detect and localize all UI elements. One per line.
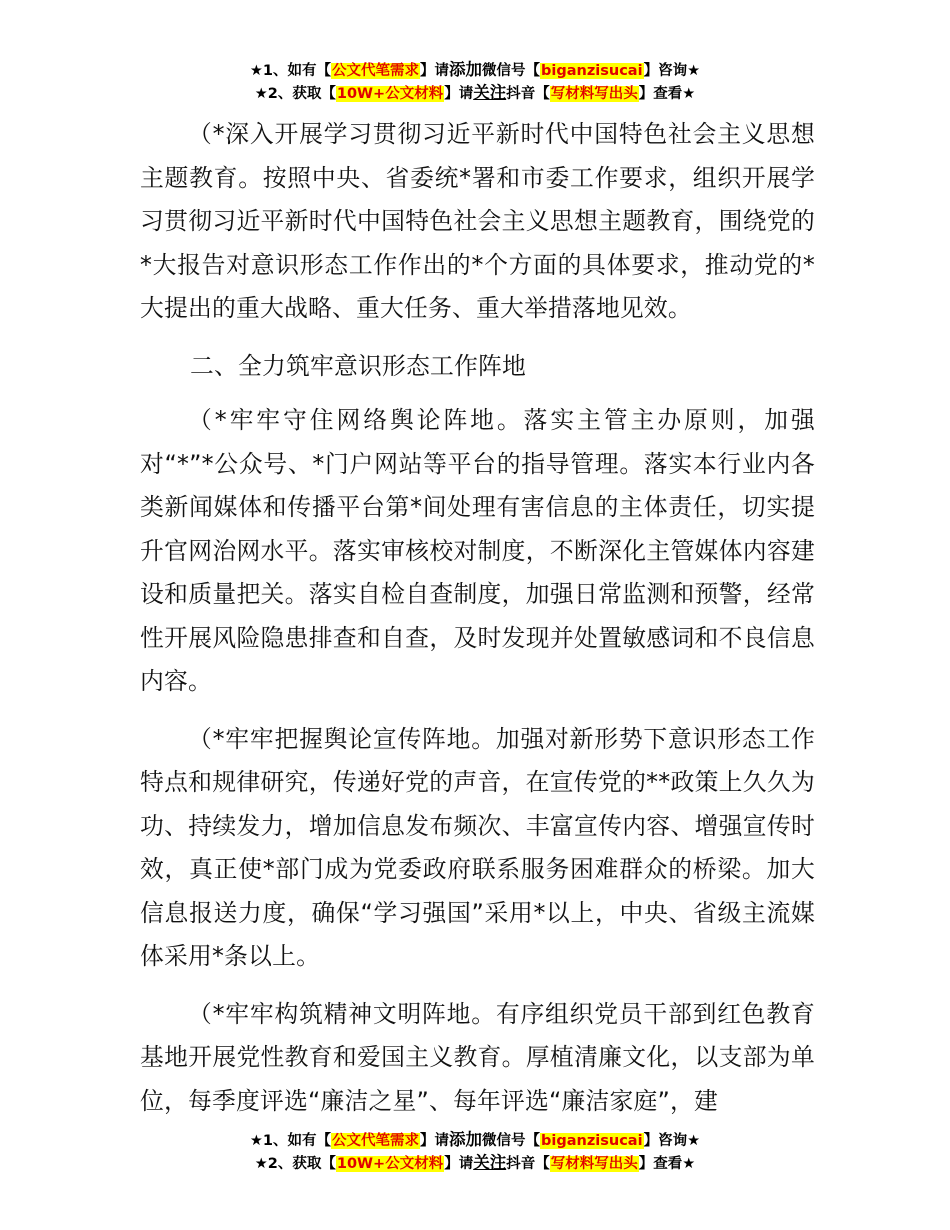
banner-text: ★2、获取: [254, 1156, 322, 1172]
bracket: 】: [638, 1156, 654, 1172]
bracket: 】: [420, 63, 435, 79]
bracket: 】: [444, 1156, 459, 1172]
bracket: 】: [444, 86, 459, 102]
highlight-materials: 10W+公文材料: [336, 1156, 444, 1172]
paragraph-study-education: （*深入开展学习贯彻习近平新时代中国特色社会主义思想主题教育。按照中央、省委统*署和市委工作要求，组织开展学习贯彻习近平新时代中国特色社会主义思想主题教育，围绕党的*大报告对意识形态工作作出的*个方面的具体要求，推动党的*大提出的重大战略、重大任务、重大举措落地见效。: [140, 120, 815, 322]
paragraph-online-opinion: （*牢牢守住网络舆论阵地。落实主管主办原则，加强对“*”*公众号、*门户网站等平台的指导管理。落实本行业内各类新闻媒体和传播平台第*间处理有害信息的主体责任，切实提升官网治网水平。落实审核校对制度，不断深化主管媒体内容建设和质量把关。落实自检自查制度，加强日常监测和预警，经常性开展风险隐患排查和自查，及时发现并处置敏感词和不良信息内容。: [140, 406, 815, 695]
banner-text: 请: [434, 1133, 450, 1149]
bracket: 】: [643, 1133, 659, 1149]
banner-text: 查看★: [653, 86, 696, 102]
banner-text: 请: [458, 86, 474, 102]
emphasis-text: 添加: [449, 60, 483, 79]
highlight-wechat-id: biganzisucai: [541, 1133, 643, 1149]
paragraph-publicity: （*牢牢把握舆论宣传阵地。加强对新形势下意识形态工作特点和规律研究，传递好党的声音，在宣传党的**政策上久久为功、持续发力，增加信息发布频次、丰富宣传内容、增强宣传时效，真正使*部门成为党委政府联系服务困难群众的桥梁。加大信息报送力度，确保“学习强国”采用*以上，中央、省级主流媒体采用*条以上。: [140, 724, 815, 970]
banner-line-1: [0, 1129, 950, 1152]
banner-text: ★1、如有: [249, 63, 317, 79]
banner-text: 抖音: [506, 1156, 536, 1172]
bracket: 【: [535, 86, 550, 102]
bracket: 【: [316, 1133, 332, 1149]
banner-text: 咨询★: [658, 63, 701, 79]
banner-text: 咨询★: [658, 1133, 701, 1149]
banner-line-1: [0, 59, 950, 82]
highlight-service: 公文代笔需求: [332, 1133, 420, 1149]
bracket: 【: [525, 1133, 541, 1149]
highlight-service: 公文代笔需求: [332, 63, 420, 79]
banner-text: 请: [434, 63, 450, 79]
bracket: 【: [535, 1156, 550, 1172]
banner-text: 微信号: [482, 63, 526, 79]
bracket: 【: [316, 63, 332, 79]
highlight-materials: 10W+公文材料: [336, 86, 444, 102]
document-body: [140, 113, 815, 1137]
emphasis-text: 添加: [449, 1130, 483, 1149]
highlight-wechat-id: biganzisucai: [541, 63, 643, 79]
section-heading: 二、全力筑牢意识形态工作阵地: [190, 351, 526, 380]
banner-line-2: [0, 82, 950, 105]
banner-line-2: [0, 1152, 950, 1175]
bracket: 】: [420, 1133, 435, 1149]
bracket: 【: [321, 86, 336, 102]
banner-text: 微信号: [482, 1133, 526, 1149]
bracket: 【: [321, 1156, 336, 1172]
paragraph-spiritual-civilization: （*牢牢构筑精神文明阵地。有序组织党员干部到红色教育基地开展党性教育和爱国主义教育。厚植清廉文化，以支部为单位，每季度评选“廉洁之星”、每年评选“廉洁家庭”，建: [140, 999, 815, 1115]
banner-text: ★2、获取: [254, 86, 322, 102]
header-banner: [0, 59, 950, 105]
emphasis-text: 关注: [473, 83, 507, 102]
highlight-account: 写材料写出头: [550, 86, 638, 102]
banner-text: 抖音: [506, 86, 536, 102]
banner-text: 查看★: [653, 1156, 696, 1172]
banner-text: 请: [458, 1156, 474, 1172]
banner-text: ★1、如有: [249, 1133, 317, 1149]
bracket: 【: [525, 63, 541, 79]
highlight-account: 写材料写出头: [550, 1156, 638, 1172]
bracket: 】: [638, 86, 654, 102]
emphasis-text: 关注: [473, 1153, 507, 1172]
footer-banner: [0, 1129, 950, 1175]
bracket: 】: [643, 63, 659, 79]
